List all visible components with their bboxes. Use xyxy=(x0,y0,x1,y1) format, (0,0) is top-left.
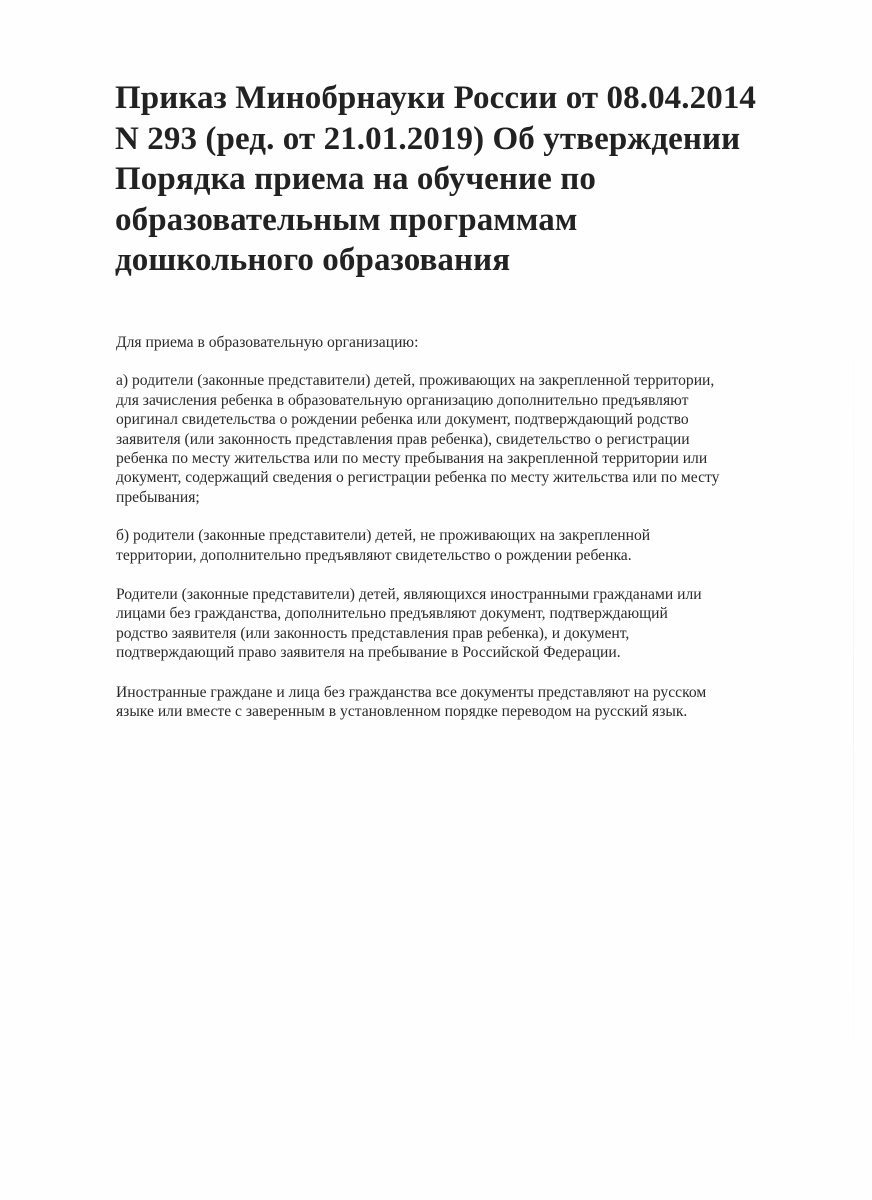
paragraph-foreign-parents-line: родство заявителя (или законность представления прав ребенка), и документ, xyxy=(116,624,630,642)
paragraph-language-line: языке или вместе с заверенным в установленном порядке переводом на русский язык. xyxy=(116,703,688,721)
paragraph-foreign-parents-line: лицами без гражданства, дополнительно предъявляют документ, подтверждающий xyxy=(116,605,668,623)
intro-paragraph xyxy=(116,333,816,352)
paragraph-language-line: Иностранные граждане и лица без гражданства все документы представляют на русском xyxy=(116,683,707,701)
document-title xyxy=(115,78,795,281)
paragraph-b xyxy=(116,526,816,565)
document-body xyxy=(116,333,816,722)
paragraph-b-line: б) родители (законные представители) детей, не проживающих на закрепленной xyxy=(116,527,651,545)
paragraph-language xyxy=(116,683,816,722)
paragraph-foreign-parents xyxy=(116,585,816,663)
scan-edge-shadow xyxy=(853,300,854,1100)
paragraph-a-line: для зачисления ребенка в образовательную организацию дополнительно предъявляют xyxy=(116,391,689,409)
title-line: Порядка приема на обучение по xyxy=(115,161,596,197)
paragraph-a-line: документ, содержащий сведения о регистрации ребенка по месту жительства или по месту xyxy=(116,469,720,487)
paragraph-b-line: территории, дополнительно предъявляют свидетельство о рождении ребенка. xyxy=(116,546,632,564)
paragraph-foreign-parents-line: подтверждающий право заявителя на пребывание в Российской Федерации. xyxy=(116,644,621,662)
paragraph-a xyxy=(116,371,816,507)
paragraph-a-line: а) родители (законные представители) детей, проживающих на закрепленной территории, xyxy=(116,372,715,390)
paragraph-foreign-parents-line: Родители (законные представители) детей, являющихся иностранными гражданами или xyxy=(116,586,702,604)
title-line: N 293 (ред. от 21.01.2019) Об утверждении xyxy=(115,120,741,157)
title-line: Приказ Минобрнауки России от 08.04.2014 xyxy=(115,80,757,116)
paragraph-a-line: ребенка по месту жительства или по месту пребывания на закрепленной территории или xyxy=(116,450,708,468)
intro-line: Для приема в образовательную организацию: xyxy=(116,334,419,351)
title-line: дошкольного образования xyxy=(115,242,511,278)
paragraph-a-line: оригинал свидетельства о рождении ребенка или документ, подтверждающий родство xyxy=(116,411,689,429)
paragraph-a-line: заявителя (или законность представления прав ребенка), свидетельство о регистрации xyxy=(116,430,690,448)
title-line: образовательным программам xyxy=(115,201,578,238)
paragraph-a-line: пребывания; xyxy=(116,488,200,506)
